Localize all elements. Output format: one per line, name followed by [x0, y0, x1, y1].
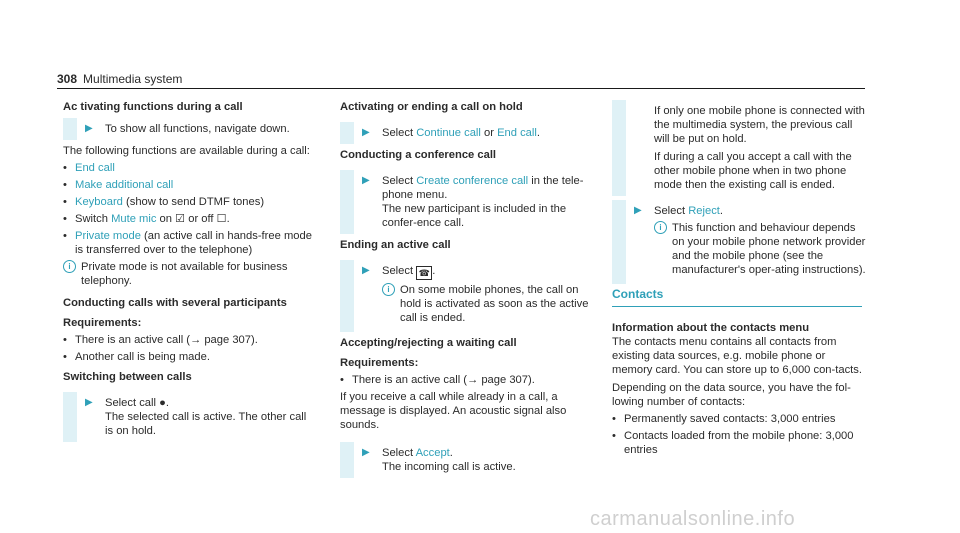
accept-link[interactable]: Accept: [415, 447, 450, 459]
list-item: [63, 161, 313, 175]
step-arrow-icon: ▶: [85, 397, 93, 408]
step-select-call: [63, 392, 313, 442]
heading-ending-active-call: Ending an active call: [340, 239, 451, 251]
text: .: [449, 447, 453, 459]
note: [654, 221, 867, 277]
requirements-list: [340, 373, 590, 387]
section-name: Multimedia system: [83, 72, 183, 86]
step-accept: [340, 442, 590, 478]
list-item: • Permanently saved contacts: 3,000 entries: [612, 412, 862, 426]
contacts-section: [612, 287, 862, 460]
step-text: [364, 446, 590, 460]
note: [63, 260, 313, 288]
end-call-link[interactable]: End call: [497, 127, 537, 139]
heading-several-participants: Conducting calls with several participants: [63, 297, 287, 309]
box-text: If only one mobile phone is connected with the multimedia system, the previous call will be put on hold.: [654, 105, 865, 145]
list-item: [63, 229, 313, 257]
heading-call-on-hold: Activating or ending a call on hold: [340, 101, 523, 113]
step-arrow-icon: ▶: [362, 175, 370, 186]
step-arrow-icon: ▶: [362, 127, 370, 138]
list-item: • Another call is being made.: [63, 350, 313, 364]
heading-switching-calls: Switching between calls: [63, 371, 192, 383]
step-reject: [612, 200, 867, 284]
contacts-body: [612, 321, 862, 457]
column-3: [612, 100, 867, 288]
continue-call-link[interactable]: Continue call: [416, 127, 481, 139]
paragraph: The contacts menu contains all contacts from existing data sources, e.g. mobile phone or memory card. You can store up to 6,000 con-tacts.: [612, 336, 862, 376]
text: Select: [382, 175, 417, 187]
step-conference: [340, 170, 590, 234]
note-text: This function and behaviour depends on your mobile phone network provider and the mobile phone (see the manufacturer's oper-ating instructions).: [672, 222, 866, 276]
step-arrow-icon: ▶: [85, 123, 93, 134]
step-text: [636, 204, 867, 218]
list-text: (an active call in hands-free mode is transferred over to the telephone): [75, 230, 312, 256]
column-2: [340, 100, 590, 482]
heading-waiting-call: Accepting/rejecting a waiting call: [340, 337, 517, 349]
text: .: [719, 205, 724, 217]
text: Select: [382, 265, 414, 277]
list-item: • There is an active call (→ page 307).: [340, 373, 590, 387]
text: Select: [382, 127, 417, 139]
step-continue-end: [340, 122, 590, 144]
step-navigate: [63, 118, 313, 140]
hang-up-icon: ☎: [416, 266, 432, 280]
info-box: [612, 100, 867, 196]
watermark: carmanualsonline.info: [590, 508, 796, 530]
note-text: On some mobile phones, the call on hold is activated as soon as the active call is ended.: [400, 284, 589, 324]
make-additional-call-link[interactable]: Make additional call: [75, 179, 174, 191]
section-rule: [612, 306, 862, 307]
paragraph: The following functions are available during a call:: [63, 145, 310, 157]
column-1: [63, 100, 313, 446]
list-item: [63, 195, 313, 209]
create-conference-call-link[interactable]: Create conference call: [416, 175, 529, 187]
step-text: [364, 174, 590, 202]
page-header: [57, 72, 182, 86]
text: Select: [654, 205, 689, 217]
text: or: [480, 127, 498, 139]
info-icon: i: [382, 283, 395, 296]
step-text: The new participant is included in the confer-ence call.: [382, 203, 567, 229]
step-end-active: [340, 260, 590, 332]
heading-activating-functions: Ac tivating functions during a call: [63, 101, 243, 113]
contacts-list: [612, 412, 862, 457]
list-item: [63, 212, 313, 226]
section-title: Contacts: [612, 287, 664, 301]
text: Select: [382, 447, 416, 459]
step-arrow-icon: ▶: [634, 205, 642, 216]
keyboard-link[interactable]: Keyboard: [75, 196, 123, 208]
text: in the tele-phone menu.: [382, 175, 584, 201]
requirements-label: Requirements:: [63, 317, 142, 329]
note-text: Private mode is not available for business telephony.: [81, 261, 288, 287]
private-mode-link[interactable]: Private mode: [75, 230, 141, 242]
page-number: 308: [57, 72, 78, 86]
note: [382, 283, 590, 325]
header-rule: [57, 88, 865, 89]
step-text: [364, 126, 590, 140]
list-item: • There is an active call (→ page 307).: [63, 333, 313, 347]
reject-link[interactable]: Reject: [688, 205, 720, 217]
step-text: The selected call is active. The other call is on hold.: [105, 411, 307, 437]
list-text: Switch: [75, 213, 112, 225]
heading-contacts-menu: Information about the contacts menu: [612, 322, 810, 334]
step-text: Select call ●.: [105, 397, 169, 409]
heading-conference-call: Conducting a conference call: [340, 149, 497, 161]
step-text: Select ☎ .: [382, 265, 436, 278]
text: .: [536, 127, 540, 139]
step-arrow-icon: ▶: [362, 265, 370, 276]
step-text: The incoming call is active.: [382, 461, 516, 473]
info-icon: i: [63, 260, 76, 273]
list-item: [63, 178, 313, 192]
list-item: • Contacts loaded from the mobile phone: 3,000 entries: [612, 429, 862, 457]
function-list: [63, 161, 313, 257]
paragraph: Depending on the data source, you have the fol-lowing number of contacts:: [612, 382, 851, 408]
step-arrow-icon: ▶: [362, 447, 370, 458]
box-text: If during a call you accept a call with the other mobile phone when in two phone mode then the existing call is ended.: [654, 151, 852, 191]
mute-mic-link[interactable]: Mute mic: [111, 213, 157, 225]
list-text: (show to send DTMF tones): [122, 196, 265, 208]
info-icon: i: [654, 221, 667, 234]
list-text: on ☑ or off ☐.: [156, 213, 230, 225]
paragraph: If you receive a call while already in a call, a message is displayed. An acoustic signal also sounds.: [340, 391, 567, 431]
requirements-label: Requirements:: [340, 357, 419, 369]
end-call-link[interactable]: End call: [75, 162, 115, 174]
step-text: To show all functions, navigate down.: [105, 123, 290, 135]
requirements-list: [63, 333, 313, 364]
